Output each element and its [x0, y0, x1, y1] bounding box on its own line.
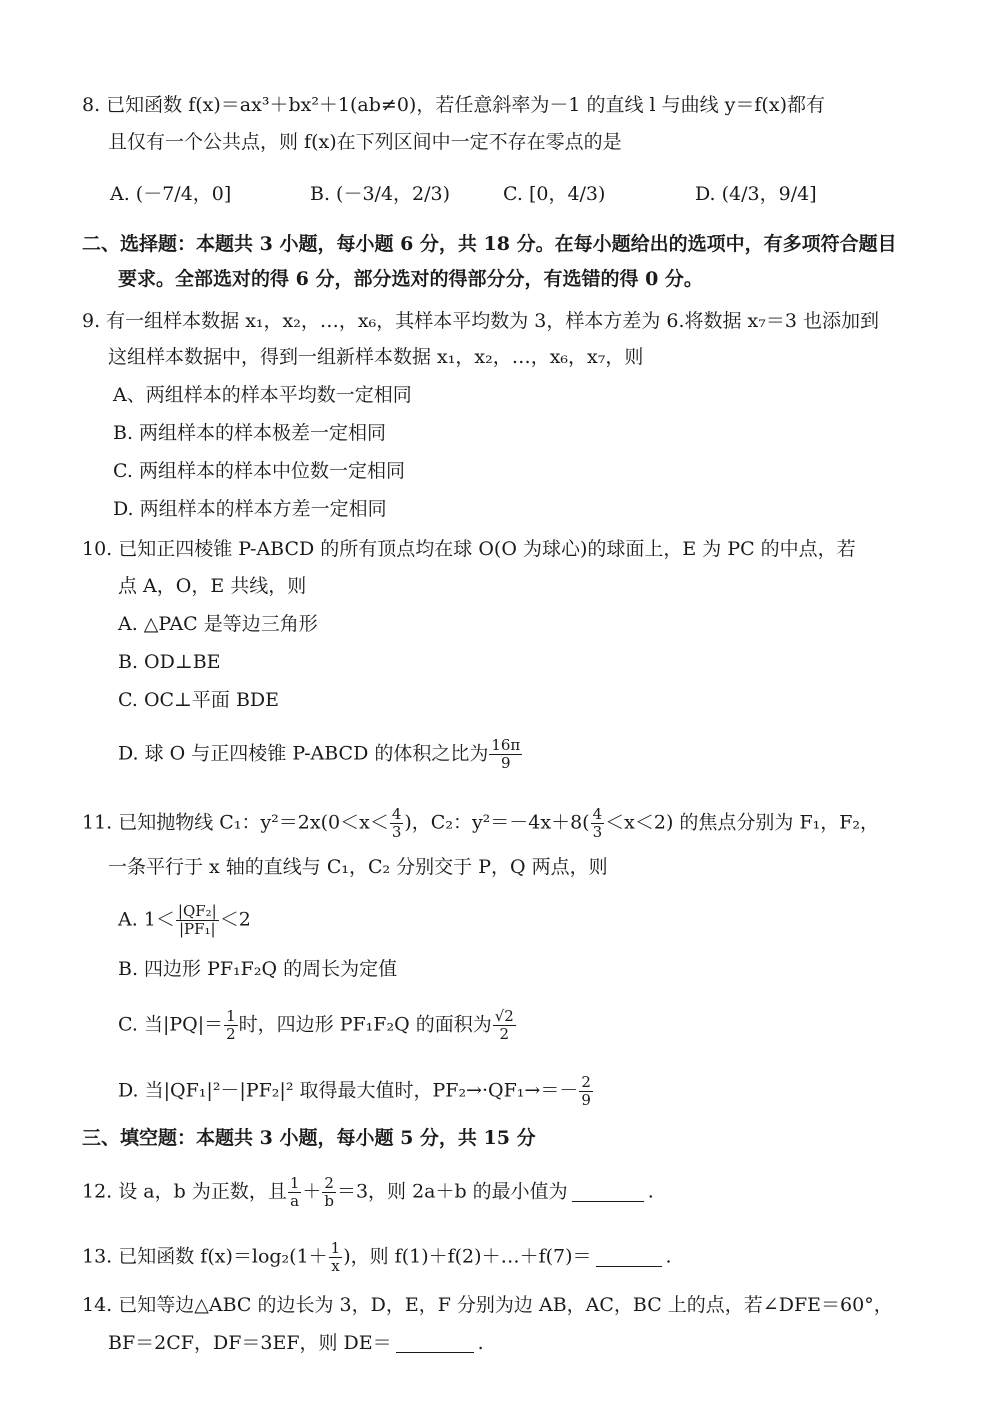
fraction-numerator: 1	[226, 1007, 236, 1025]
q12-answer-blank[interactable]	[572, 1181, 644, 1202]
q13-end: .	[665, 1245, 672, 1268]
q8-option-a: A. (－7/4，0]	[110, 183, 232, 205]
fraction-numerator: 2	[324, 1174, 334, 1192]
q10-stem-line2: 点 A，O，E 共线，则	[118, 575, 307, 597]
q12-plus: ＋	[302, 1180, 322, 1203]
q12-prefix: 12. 设 a，b 为正数，且	[82, 1180, 287, 1203]
fraction-denominator: 2	[499, 1025, 510, 1043]
q11-stem-part3: ＜x＜2) 的焦点分别为 F₁，F₂，	[605, 811, 880, 834]
q12-stem	[82, 1175, 654, 1210]
q14-stem-line1: 14. 已知等边△ABC 的边长为 3，D，E，F 分别为边 AB，AC，BC 上的点，若∠DFE＝60°，	[82, 1294, 893, 1316]
fraction-denominator: 3	[592, 823, 603, 841]
fraction-numerator: √2	[494, 1007, 514, 1025]
q10-option-a: A. △PAC 是等边三角形	[118, 613, 318, 635]
section-2-header-line2: 要求。全部选对的得 6 分，部分选对的得部分分，有选错的得 0 分。	[118, 268, 703, 290]
q9-option-b: B. 两组样本的样本极差一定相同	[113, 422, 387, 444]
q11-stem-part1: 11. 已知抛物线 C₁：y²＝2x(0＜x＜	[82, 811, 389, 834]
q11-option-c-fraction-1	[224, 1008, 238, 1043]
q8-option-b: B. (－3/4，2/3)	[310, 183, 451, 205]
q11-stem-line1	[82, 806, 879, 841]
fraction-denominator: 3	[391, 823, 402, 841]
q11-option-a-fraction	[176, 903, 219, 938]
fraction-denominator: a	[290, 1192, 300, 1210]
q11-option-d-text: D. 当|QF₁|²－|PF₂|² 取得最大值时，PF₂→·QF₁→＝－	[118, 1079, 579, 1102]
fraction-numerator: 1	[289, 1174, 300, 1192]
section-2-header-line1: 二、选择题：本题共 3 小题，每小题 6 分，共 18 分。在每小题给出的选项中，有多项符合题目	[82, 233, 897, 255]
fraction-numerator: 16π	[491, 736, 521, 754]
q8-stem-line1: 8. 已知函数 f(x)＝ax³＋bx²＋1(ab≠0)，若任意斜率为－1 的直线 l 与曲线 y＝f(x)都有	[82, 94, 825, 116]
fraction-denominator: b	[324, 1192, 334, 1210]
q13-suffix: )，则 f(1)＋f(2)＋…＋f(7)＝	[343, 1245, 592, 1268]
q11-fraction-1	[390, 806, 404, 841]
q11-option-c-fraction-2	[493, 1008, 516, 1043]
q11-stem-part2: )，C₂：y²＝－4x＋8(	[404, 811, 590, 834]
q9-stem-line2: 这组样本数据中，得到一组新样本数据 x₁，x₂，…，x₆，x₇，则	[108, 346, 644, 368]
fraction-numerator: |QF₂|	[177, 902, 217, 920]
fraction-numerator: 2	[581, 1073, 591, 1091]
q11-stem-line2: 一条平行于 x 轴的直线与 C₁，C₂ 分别交于 P，Q 两点，则	[108, 856, 608, 878]
fraction-numerator: 4	[391, 805, 402, 823]
fraction-numerator: 4	[592, 805, 603, 823]
q9-option-a: A、两组样本的样本平均数一定相同	[113, 384, 412, 406]
q13-fraction	[329, 1240, 343, 1275]
q14-stem-line2	[108, 1329, 484, 1357]
q11-fraction-2	[591, 806, 605, 841]
q11-option-b: B. 四边形 PF₁F₂Q 的周长为定值	[118, 958, 398, 980]
q10-option-d	[118, 737, 523, 772]
q13-answer-blank[interactable]	[596, 1246, 662, 1267]
q8-option-d: D. (4/3，9/4]	[695, 183, 817, 205]
q11-option-a-prefix: A. 1＜	[118, 908, 175, 931]
q13-prefix: 13. 已知函数 f(x)＝log₂(1＋	[82, 1245, 328, 1268]
q9-option-c: C. 两组样本的样本中位数一定相同	[113, 460, 405, 482]
section-3-header: 三、填空题：本题共 3 小题，每小题 5 分，共 15 分	[82, 1127, 536, 1149]
q10-option-d-fraction	[489, 737, 522, 772]
q11-option-c	[118, 1008, 517, 1043]
q12-suffix: ＝3，则 2a＋b 的最小值为	[336, 1180, 568, 1203]
q11-option-c-mid: 时，四边形 PF₁F₂Q 的面积为	[238, 1013, 492, 1036]
q10-option-d-text: D. 球 O 与正四棱锥 P-ABCD 的体积之比为	[118, 742, 489, 765]
q11-option-d-fraction	[579, 1074, 593, 1109]
q11-option-c-prefix: C. 当|PQ|＝	[118, 1013, 224, 1036]
q11-option-d	[118, 1074, 594, 1109]
q8-stem-line2: 且仅有一个公共点，则 f(x)在下列区间中一定不存在零点的是	[108, 131, 622, 153]
q14-line2-text: BF＝2CF，DF＝3EF，则 DE＝	[108, 1332, 392, 1354]
q9-option-d: D. 两组样本的样本方差一定相同	[113, 498, 387, 520]
fraction-denominator: 2	[226, 1025, 236, 1043]
q10-stem-line1: 10. 已知正四棱锥 P-ABCD 的所有顶点均在球 O(O 为球心)的球面上，E 为 PC 的中点，若	[82, 538, 856, 560]
q12-fraction-1	[288, 1175, 302, 1210]
q12-fraction-2	[322, 1175, 336, 1210]
fraction-denominator: 9	[501, 754, 511, 772]
q11-option-a	[118, 903, 251, 938]
q8-option-c: C. [0，4/3)	[503, 183, 606, 205]
fraction-denominator: |PF₁|	[178, 920, 216, 938]
q13-stem	[82, 1240, 672, 1275]
q12-end: .	[647, 1180, 654, 1203]
q9-stem-line1: 9. 有一组样本数据 x₁，x₂，…，x₆，其样本平均数为 3，样本方差为 6.将数据 x₇＝3 也添加到	[82, 310, 879, 332]
q11-option-a-suffix: ＜2	[219, 908, 251, 931]
q14-end: .	[477, 1332, 484, 1354]
q10-option-b: B. OD⊥BE	[118, 651, 221, 673]
fraction-denominator: 9	[581, 1091, 591, 1109]
fraction-denominator: x	[331, 1257, 340, 1275]
q10-option-c: C. OC⊥平面 BDE	[118, 689, 280, 711]
fraction-numerator: 1	[330, 1239, 341, 1257]
q14-answer-blank[interactable]	[396, 1332, 474, 1353]
